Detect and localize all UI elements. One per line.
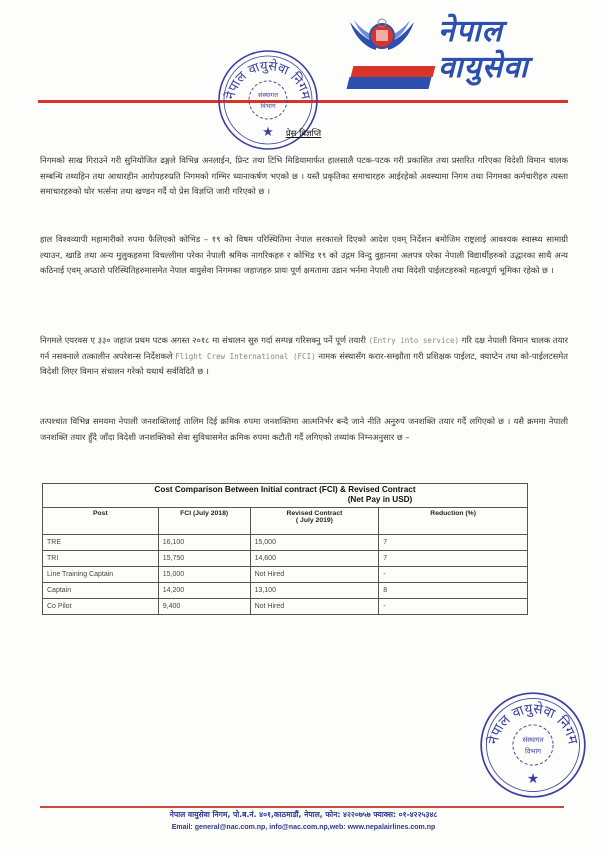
header-revised-line1: Revised Contract <box>286 510 343 517</box>
cell-reduction: 7 <box>379 551 528 567</box>
stamp-outer-text: नेपाल वायुसेवा निगम <box>223 58 313 101</box>
cell-post: Line Training Captain <box>43 567 159 583</box>
stamp-inner-line1: संस्थागत <box>522 735 544 744</box>
stamp-inner-line2: विभाग <box>524 747 542 756</box>
table-caption-row <box>43 484 528 508</box>
cell-revised: 14,600 <box>250 551 379 567</box>
star-icon: ★ <box>526 771 540 788</box>
star-icon: ★ <box>262 125 274 140</box>
table-header-row <box>43 508 528 535</box>
cell-reduction: 8 <box>379 583 528 599</box>
header-fci: FCI (July 2018) <box>158 508 250 535</box>
logo-red-stripe <box>351 66 436 77</box>
table-caption <box>43 484 528 508</box>
cell-post: Co Pilot <box>43 599 159 615</box>
cell-revised: 13,100 <box>250 583 379 599</box>
paragraph-2: हाल विश्वव्यापी महामारीको रुपमा फैलिएको कोभिड – १९ को विषम परिस्थितिमा नेपाल सरकारले दिएको आदेश एवम् निर्देशन बमोजिम राष्ट्रलाई आवश्यक स्वास्थ्य सामाग्री ल्याउन, खाडि तथा अन्य मुलुकहरुमा विचल्लीमा परेका नेपाली श्रमिक नागरिकहरु र कोभिड १९ को उद्गम विन्दु वुहानमा अलपत्र परेका नेपाली विद्यार्थीहरुको उद्धारका साथै अन्य कठिनाई एवम् अप्ठारो परिस्थितिहरुमासमेत नेपाल वायुसेवा निगमका जहाजहरु प्रायः पूर्ण क्षमतामा उडान भर्नमा नेपाली तथा विदेशी पाईलटहरुको महत्वपूर्ण भूमिका रहेको छ । <box>40 234 568 276</box>
official-stamp-bottom <box>478 690 588 800</box>
logo-wordmark-line1: नेपाल <box>438 14 503 49</box>
paragraph-3-part-c: गरि दक्ष नेपाली विमान चालक तयार गर्न नसक्नाले तत्कालीन अपरेशन्स निर्देशकले <box>40 335 568 361</box>
cell-fci: 15,000 <box>158 567 250 583</box>
cell-revised: Not Hired <box>250 599 379 615</box>
cell-post: TRE <box>43 535 159 551</box>
table-row <box>43 535 528 551</box>
cell-reduction: - <box>379 599 528 615</box>
cost-comparison-table <box>42 483 528 615</box>
paragraph-1: निगमको साख गिराउने गरी सुनियोजित ढङ्गले विभिन्न अनलाईन, प्रिन्ट तथा टिभि मिडियामार्फत हालसालै पटक-पटक गरी प्रकाशित तथा प्रसारित गरिएका विदेशी विमान चालक सम्बन्धि तथ्यहिन तथा आधारहीन आरोपहरुप्रति निगमको गम्भिर ध्यानाकर्षण भएको छ । यस्तै प्रकृतिका समाचारहरु आईरहेको अवस्थामा निगम तथा निगमका कर्मचारीहरु त्यस्ता समाचारहरुको घोर भर्त्सना तथा खण्डन गर्दै यो प्रेस विज्ञप्ति जारी गरिएको छ । <box>40 155 568 197</box>
paragraph-3 <box>40 333 568 380</box>
cell-reduction: - <box>379 567 528 583</box>
cell-revised: Not Hired <box>250 567 379 583</box>
cell-post: Captain <box>43 583 159 599</box>
cell-fci: 15,750 <box>158 551 250 567</box>
document-title: प्रेस विज्ञप्ति <box>285 129 322 139</box>
stamp-inner-line2: विभाग <box>260 102 276 110</box>
cell-fci: 9,400 <box>158 599 250 615</box>
table-caption-line2: (Net Pay in USD) <box>347 495 413 504</box>
table-row <box>43 583 528 599</box>
footer-address: नेपाल वायुसेवा निगम, पो.ब.नं. ४०१,काठमाडौं, नेपाल, फोन: ४२२०७५७ फ्याक्स: ०१-४२२५३४८ <box>169 810 438 819</box>
paragraph-3-part-a: निगमले एयरवस ए ३३० जहाज प्रथम पटक अगस्त २०१८ मा संचालन सुरु गर्दा सम्पन्न गरिसक्नु पर्ने पूर्ण तयारी <box>40 335 369 345</box>
header-post: Post <box>43 508 159 535</box>
paragraph-3-english-term: (Entry into service) <box>368 336 460 345</box>
header-revised <box>250 508 379 535</box>
paragraph-4: तत्पश्चात विभिन्न समयमा नेपाली जनशक्तिलाई तालिम दिई क्रमिक रुपमा जनशक्तिमा आत्मनिर्भर बन्दै जाने नीति अनुरुप जनशक्ति तयार गर्दै लगिएको छ । यसै क्रममा नेपाली जनशक्ति तयार हुँदै जाँदा विदेशी जनशक्तिको सेवा सुविधासमेत क्रमिक रुपमा कटौती गर्दै लगिएको तथ्यांक निम्नअनुसार छ – <box>40 416 568 442</box>
header-reduction: Reduction (%) <box>379 508 528 535</box>
table-caption-line1: Cost Comparison Between Initial contract (FCI) & Revised Contract <box>154 485 416 494</box>
table-row <box>43 599 528 615</box>
header-revised-line2: ( July 2019) <box>295 517 333 524</box>
table-row <box>43 551 528 567</box>
logo-blue-stripe <box>347 77 432 89</box>
airline-emblem-icon <box>346 16 418 56</box>
stamp-inner-line1: संस्थागत <box>258 91 278 99</box>
paragraph-3-part-e: नामक संस्थासँग करार-सम्झौता गरी प्रशिक्षक पाईलट, क्याप्टेन तथा को-पाईलटसमेत विदेशी लिएर विमान संचालन गरेको यथार्थ सर्वविदितै छ । <box>40 350 568 377</box>
logo-wordmark <box>438 14 529 86</box>
cell-post: TRI <box>43 551 159 567</box>
logo-wordmark-line2: वायुसेवा <box>438 50 529 85</box>
footer-divider <box>40 806 564 808</box>
footer-contact: Email: general@nac.com.np, info@nac.com.np,web: www.nepalairlines.com.np <box>171 824 436 831</box>
cell-reduction: 7 <box>379 535 528 551</box>
paragraph-3-fci-name: Flight Crew International (FCI) <box>175 351 316 361</box>
table-row <box>43 567 528 583</box>
cell-revised: 15,000 <box>250 535 379 551</box>
cell-fci: 16,100 <box>158 535 250 551</box>
stamp-outer-text: नेपाल वायुसेवा निगम <box>485 701 581 746</box>
cell-fci: 14,200 <box>158 583 250 599</box>
